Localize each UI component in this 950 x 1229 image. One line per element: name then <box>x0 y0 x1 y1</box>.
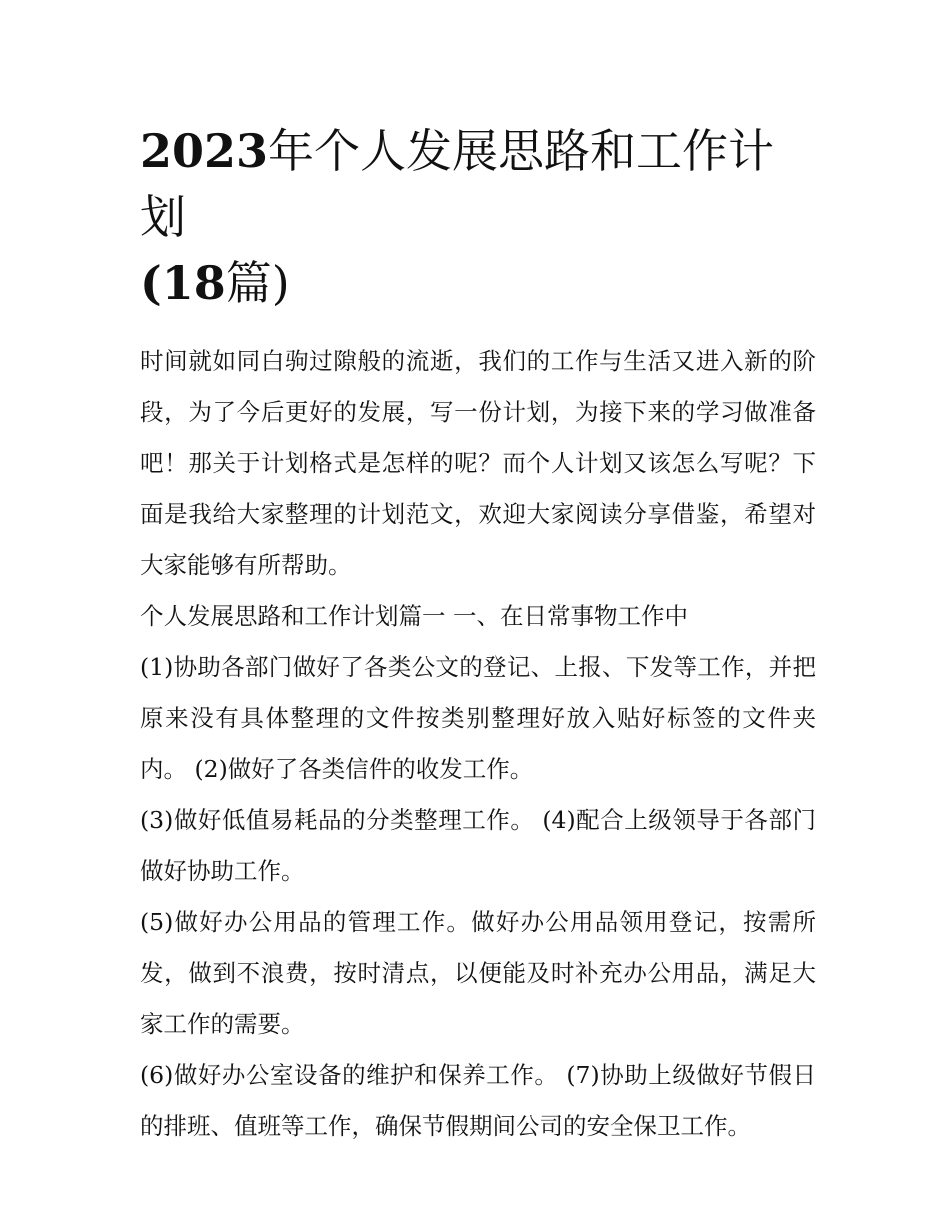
paragraph-item-3-4: (3)做好低值易耗品的分类整理工作。 (4)配合上级领导于各部门做好协助工作。 <box>140 806 816 885</box>
title-end: 篇) <box>225 256 290 310</box>
paragraph-item-5: (5)做好办公用品的管理工作。做好办公用品领用登记，按需所发，做到不浪费，按时清点，以便能及时补充办公用品，满足大家工作的需要。 <box>140 908 816 1038</box>
intro-paragraph: 时间就如同白驹过隙般的流逝，我们的工作与生活又进入新的阶段，为了今后更好的发展，写一份计划，为接下来的学习做准备吧！那关于计划格式是怎样的呢？而个人计划又该怎么写呢？下面是我给大家整理的计划范文，欢迎大家阅读分享借鉴，希望对大家能够有所帮助。 <box>140 347 816 579</box>
title-year: 2023 <box>140 124 269 178</box>
paragraph-item-1-2: (1)协助各部门做好了各类公文的登记、上报、下发等工作，并把原来没有具体整理的文件按类别整理好放入贴好标签的文件夹内。 (2)做好了各类信件的收发工作。 <box>140 653 816 783</box>
document-title <box>140 118 816 316</box>
section-heading: 个人发展思路和工作计划篇一 一、在日常事物工作中 <box>140 602 688 630</box>
title-count: (18 <box>140 256 226 310</box>
document-body <box>140 118 816 1152</box>
paragraph-item-6-7: (6)做好办公室设备的维护和保养工作。 (7)协助上级做好节假日的排班、值班等工作，确保节假期间公司的安全保卫工作。 <box>140 1061 816 1140</box>
title-text: 年个人发展思路和工作计划 <box>140 124 775 244</box>
